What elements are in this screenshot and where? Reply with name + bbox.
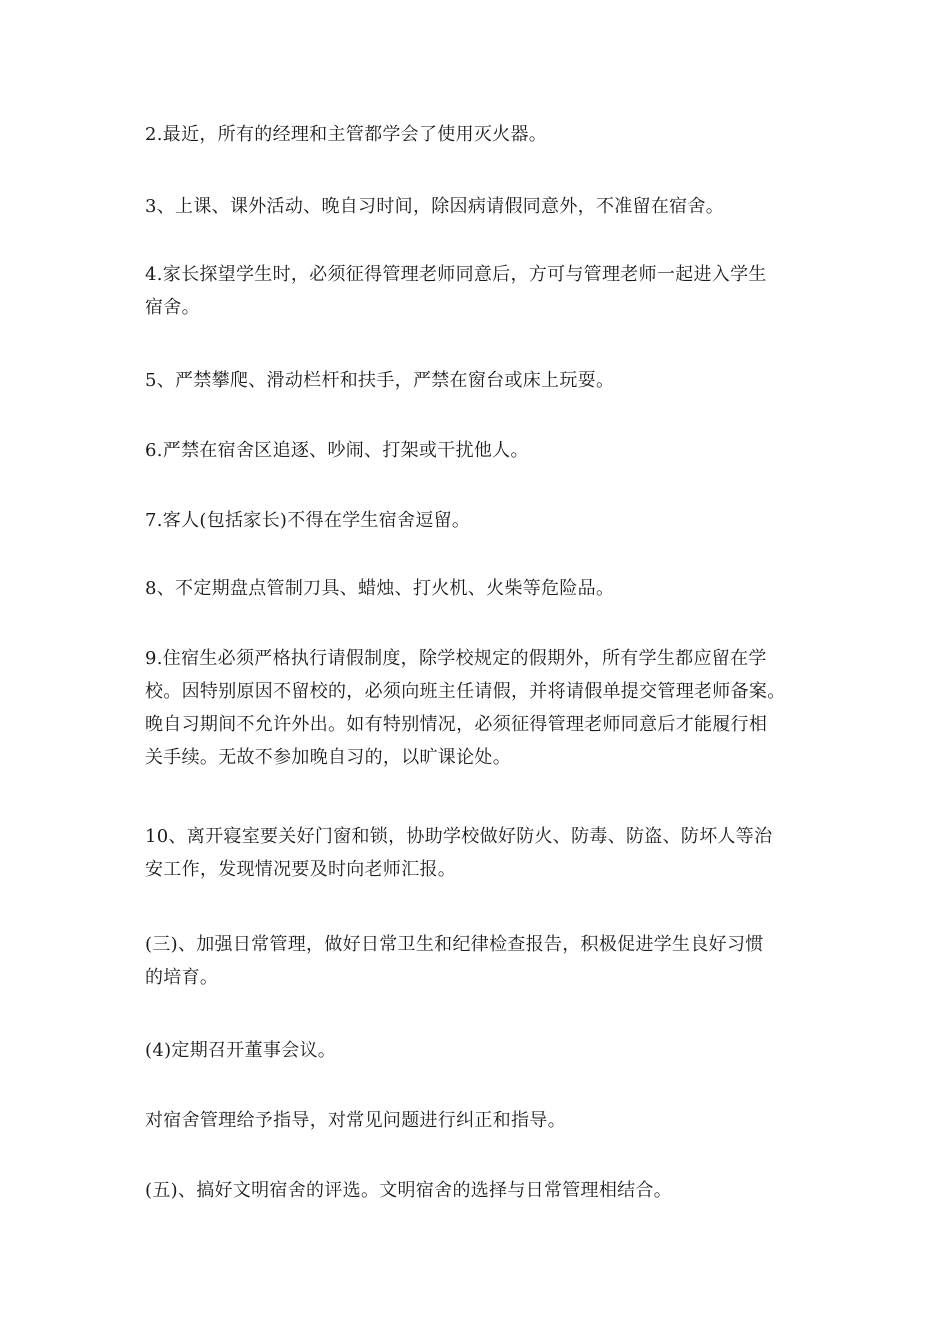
text-line: 的培育。 bbox=[145, 967, 219, 988]
text-line: (三)、加强日常管理，做好日常卫生和纪律检查报告，积极促进学生良好习惯 bbox=[145, 934, 764, 955]
paragraph-guidance bbox=[145, 1104, 810, 1137]
paragraph-item-3 bbox=[145, 190, 810, 223]
paragraph-item-4 bbox=[145, 258, 810, 324]
text-line: 宿舍。 bbox=[145, 297, 200, 318]
text-line: 8、不定期盘点管制刀具、蜡烛、打火机、火柴等危险品。 bbox=[145, 578, 615, 599]
paragraph-item-10 bbox=[145, 820, 810, 886]
text-line: 4.家长探望学生时，必须征得管理老师同意后，方可与管理老师一起进入学生 bbox=[145, 264, 767, 285]
text-line: 7.客人(包括家长)不得在学生宿舍逗留。 bbox=[145, 510, 471, 531]
paragraph-item-7 bbox=[145, 504, 810, 537]
text-line: (4)定期召开董事会议。 bbox=[145, 1040, 337, 1061]
text-line: 对宿舍管理给予指导，对常见问题进行纠正和指导。 bbox=[145, 1110, 566, 1131]
text-line: 晚自习期间不允许外出。如有特别情况，必须征得管理老师同意后才能履行相 bbox=[145, 714, 768, 735]
text-line: 2.最近，所有的经理和主管都学会了使用灭火器。 bbox=[145, 124, 548, 145]
text-line: 10、离开寝室要关好门窗和锁，协助学校做好防火、防毒、防盗、防坏人等治 bbox=[145, 826, 773, 847]
paragraph-section-3 bbox=[145, 928, 810, 994]
paragraph-item-2 bbox=[145, 118, 810, 151]
paragraph-item-8 bbox=[145, 572, 810, 605]
text-line: 9.住宿生必须严格执行请假制度，除学校规定的假期外，所有学生都应留在学 bbox=[145, 648, 767, 669]
paragraph-item-5 bbox=[145, 364, 810, 397]
paragraph-item-9 bbox=[145, 642, 810, 774]
text-line: 3、上课、课外活动、晚自习时间，除因病请假同意外，不准留在宿舍。 bbox=[145, 196, 725, 217]
text-line: 安工作，发现情况要及时向老师汇报。 bbox=[145, 859, 457, 880]
text-line: 关手续。无故不参加晚自习的，以旷课论处。 bbox=[145, 747, 511, 768]
text-line: (五)、搞好文明宿舍的评选。文明宿舍的选择与日常管理相结合。 bbox=[145, 1180, 673, 1201]
text-line: 6.严禁在宿舍区追逐、吵闹、打架或干扰他人。 bbox=[145, 440, 529, 461]
paragraph-section-5 bbox=[145, 1174, 810, 1207]
paragraph-item-6 bbox=[145, 434, 810, 467]
text-line: 5、严禁攀爬、滑动栏杆和扶手，严禁在窗台或床上玩耍。 bbox=[145, 370, 615, 391]
text-line: 校。因特别原因不留校的，必须向班主任请假，并将请假单提交管理老师备案。 bbox=[145, 681, 786, 702]
paragraph-section-4 bbox=[145, 1034, 810, 1067]
